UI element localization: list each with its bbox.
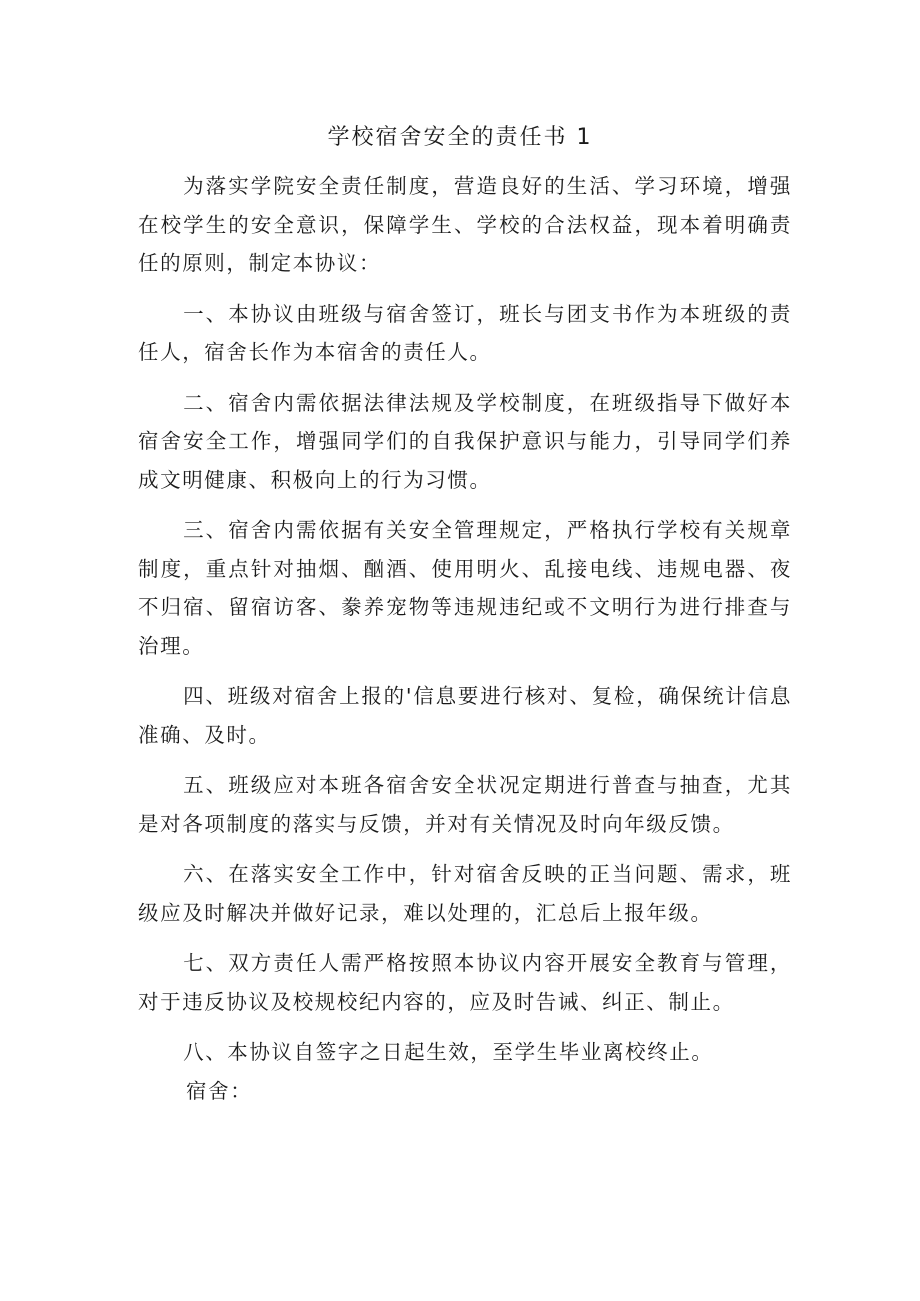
clause-4: 四、班级对宿舍上报的'信息要进行核对、复检，确保统计信息准确、及时。 bbox=[138, 684, 792, 747]
clause-5: 五、班级应对本班各宿舍安全状况定期进行普查与抽查，尤其是对各项制度的落实与反馈，并对有关情况及时向年级反馈。 bbox=[138, 773, 792, 836]
clause-3: 三、宿舍内需依据有关安全管理规定，严格执行学校有关规章制度，重点针对抽烟、酗酒、使用明火、乱接电线、违规电器、夜不归宿、留宿访客、豢养宠物等违规违纪或不文明行为进行排查与治理。 bbox=[138, 518, 792, 658]
clause-7: 七、双方责任人需严格按照本协议内容开展安全教育与管理，对于违反协议及校规校纪内容的，应及时告诫、纠正、制止。 bbox=[138, 951, 792, 1014]
document-body bbox=[138, 167, 792, 1110]
clause-2: 二、宿舍内需依据法律法规及学校制度，在班级指导下做好本宿舍安全工作，增强同学们的自我保护意识与能力，引导同学们养成文明健康、积极向上的行为习惯。 bbox=[138, 390, 792, 492]
clause-8: 八、本协议自签字之日起生效，至学生毕业离校终止。 bbox=[183, 1040, 714, 1064]
clause-1: 一、本协议由班级与宿舍签订，班长与团支书作为本班级的责任人，宿舍长作为本宿舍的责任人。 bbox=[138, 301, 792, 364]
clause-6: 六、在落实安全工作中，针对宿舍反映的正当问题、需求，班级应及时解决并做好记录，难以处理的，汇总后上报年级。 bbox=[138, 862, 792, 925]
intro-paragraph: 为落实学院安全责任制度，营造良好的生活、学习环境，增强在校学生的安全意识，保障学生、学校的合法权益，现本着明确责任的原则，制定本协议： bbox=[138, 174, 792, 275]
document-title: 学校宿舍安全的责任书 1 bbox=[327, 125, 593, 150]
dormitory-signature-label: 宿舍： bbox=[186, 1078, 253, 1103]
